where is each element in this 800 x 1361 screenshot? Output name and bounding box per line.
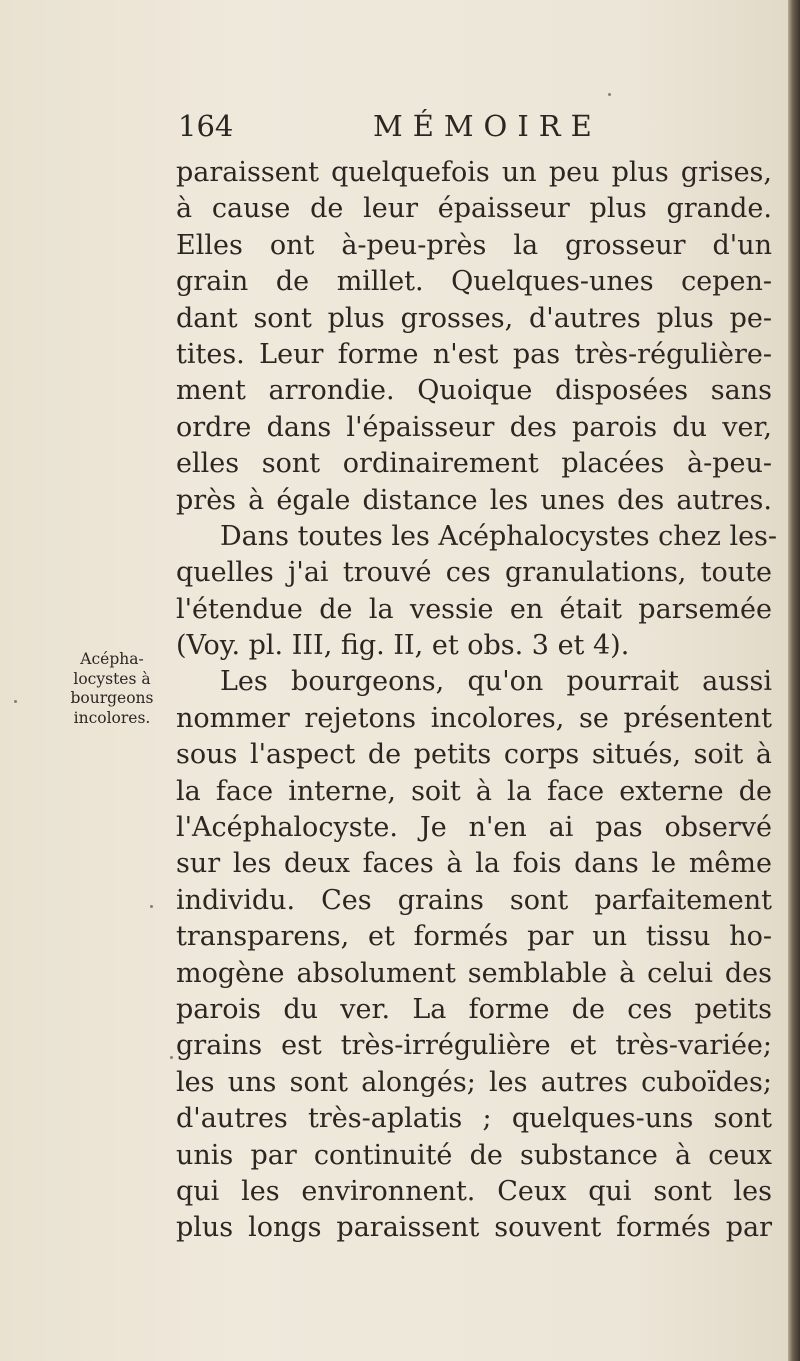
running-title: MÉMOIRE [373, 109, 602, 143]
text-line: transparens, et formés par un tissu ho- [176, 921, 772, 953]
text-line: (Voy. pl. III, fig. II, et obs. 3 et 4). [176, 630, 630, 662]
margin-note-line: bourgeons [70, 689, 154, 707]
paper-speck [608, 93, 611, 96]
paper-speck [150, 905, 153, 908]
text-line: ordre dans l'épaisseur des parois du ver, [176, 411, 772, 443]
text-line: paraissent quelquefois un peu plus grises, [176, 157, 772, 188]
text-line: près à égale distance les unes des autres. [176, 484, 772, 516]
margin-note-line: incolores. [73, 708, 151, 727]
text-line: la face interne, soit à la face externe de [176, 775, 772, 807]
text-line: nommer rejetons incolores, se présentent [176, 702, 772, 734]
paper-speck [170, 1056, 173, 1059]
margin-note-line: locystes à [73, 669, 151, 688]
text-line: Elles ont à-peu-près la grosseur d'un [176, 229, 772, 261]
text-line: à cause de leur épaisseur plus grande. [176, 193, 772, 225]
text-line: l'Acéphalocyste. Je n'en ai pas observé [176, 812, 772, 844]
body-text [176, 155, 778, 1247]
text-line: quelles j'ai trouvé ces granulations, toute [176, 557, 772, 589]
text-line: unis par continuité de substance à ceux [176, 1139, 772, 1171]
page-header [178, 104, 658, 148]
text-line: l'étendue de la vessie en était parsemée [176, 593, 772, 625]
text-line: ment arrondie. Quoique disposées sans [176, 375, 772, 407]
text-line: tites. Leur forme n'est pas très-régulière- [176, 338, 772, 370]
text-line: grain de millet. Quelques-unes cepen- [176, 266, 772, 298]
text-line: Dans toutes les Acéphalocystes chez les- [220, 520, 778, 552]
text-line: d'autres très-aplatis ; quelques-uns sont [176, 1103, 772, 1135]
text-line: plus longs paraissent souvent formés par [176, 1212, 772, 1244]
text-line: mogène absolument semblable à celui des [176, 957, 772, 989]
text-line: sous l'aspect de petits corps situés, soit à [176, 739, 772, 771]
text-line: dant sont plus grosses, d'autres plus pe- [176, 302, 772, 334]
text-line: individu. Ces grains sont parfaitement [176, 884, 772, 916]
text-line: parois du ver. La forme de ces petits [176, 993, 772, 1025]
text-line: Les bourgeons, qu'on pourrait aussi [220, 666, 772, 698]
text-line: les uns sont alongés; les autres cuboïdes; [176, 1066, 772, 1098]
page-number: 164 [178, 109, 234, 143]
margin-note-line: Acépha- [80, 650, 144, 668]
page-edge-shadow [788, 0, 800, 1361]
text-line: sur les deux faces à la fois dans le même [176, 848, 772, 880]
text-line: qui les environnent. Ceux qui sont les [176, 1175, 772, 1207]
margin-note [52, 650, 172, 728]
paper-speck [14, 700, 17, 703]
text-line: grains est très-irrégulière et très-variée; [176, 1030, 772, 1062]
text-line: elles sont ordinairement placées à-peu- [176, 448, 772, 480]
